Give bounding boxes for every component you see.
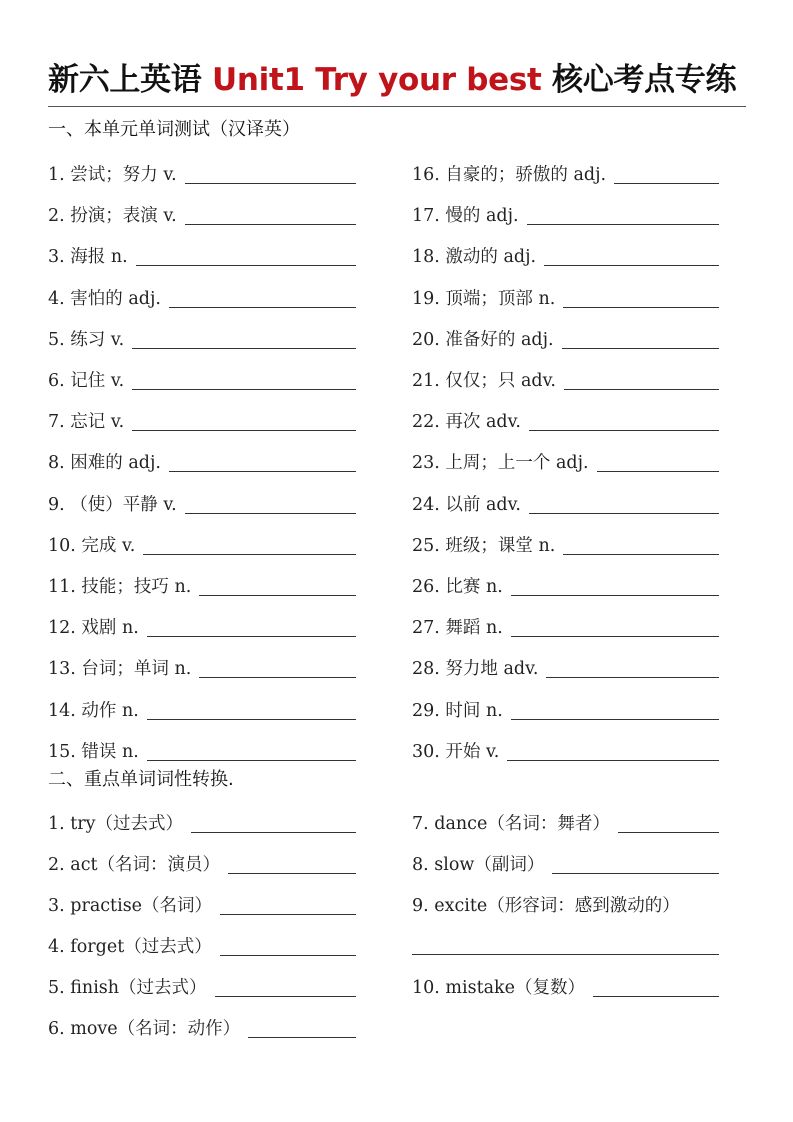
question-text: 25. 班级；课堂 n. (412, 536, 556, 556)
conversion-item (48, 932, 356, 958)
question-text: 4. 害怕的 adj. (48, 289, 161, 309)
vocab-item (48, 284, 356, 310)
vocab-item (48, 696, 356, 722)
vocab-item (412, 613, 719, 639)
answer-blank[interactable] (614, 165, 719, 184)
conversion-item (48, 891, 356, 917)
vocab-item (412, 490, 719, 516)
question-text: 5. finish（过去式） (48, 978, 207, 998)
vocab-item (412, 407, 719, 433)
answer-blank[interactable] (529, 412, 719, 431)
answer-blank[interactable] (147, 618, 356, 637)
title-unit: Unit1 Try your best (212, 62, 542, 98)
question-text: 6. 记住 v. (48, 371, 125, 391)
vocab-item (412, 737, 719, 763)
answer-blank[interactable] (529, 495, 719, 514)
question-text: 1. try（过去式） (48, 814, 184, 834)
question-text: 30. 开始 v. (412, 742, 500, 762)
vocab-item (48, 242, 356, 268)
answer-blank[interactable] (220, 896, 356, 915)
question-text: 21. 仅仅；只 adv. (412, 371, 556, 391)
answer-blank[interactable] (511, 618, 719, 637)
question-text: 11. 技能；技巧 n. (48, 577, 192, 597)
question-text: 8. 困难的 adj. (48, 453, 161, 473)
question-text: 12. 戏剧 n. (48, 618, 139, 638)
answer-blank[interactable] (169, 453, 356, 472)
answer-blank[interactable] (228, 855, 356, 874)
conversion-item (412, 973, 719, 999)
answer-blank[interactable] (215, 978, 356, 997)
answer-blank[interactable] (132, 412, 356, 431)
conversion-item (412, 891, 719, 917)
question-text: 5. 练习 v. (48, 330, 125, 350)
answer-blank[interactable] (185, 206, 356, 225)
question-text: 14. 动作 n. (48, 701, 139, 721)
question-text: 7. dance（名词：舞者） (412, 814, 610, 834)
answer-blank[interactable] (132, 330, 356, 349)
answer-blank[interactable] (563, 536, 719, 555)
vocab-item (48, 366, 356, 392)
question-text: 2. act（名词：演员） (48, 855, 221, 875)
answer-blank[interactable] (143, 536, 356, 555)
question-text: 22. 再次 adv. (412, 412, 521, 432)
question-text: 29. 时间 n. (412, 701, 503, 721)
vocab-item (412, 572, 719, 598)
conversion-item (412, 809, 719, 835)
conversion-item (48, 809, 356, 835)
answer-blank[interactable] (511, 701, 719, 720)
title-divider (48, 106, 746, 107)
title-suffix: 核心考点专练 (552, 62, 737, 98)
answer-blank[interactable] (511, 577, 719, 596)
answer-blank[interactable] (191, 814, 356, 833)
question-text: 18. 激动的 adj. (412, 247, 537, 267)
vocab-item (48, 531, 356, 557)
answer-blank[interactable] (507, 742, 719, 761)
conversion-item (48, 973, 356, 999)
vocab-item (412, 325, 719, 351)
conversion-item (48, 1014, 356, 1040)
vocab-item (48, 448, 356, 474)
vocab-item (48, 201, 356, 227)
vocab-item (48, 407, 356, 433)
answer-blank[interactable] (132, 371, 356, 390)
question-text: 13. 台词；单词 n. (48, 659, 192, 679)
page-title (48, 58, 736, 102)
question-text: 16. 自豪的；骄傲的 adj. (412, 165, 607, 185)
answer-blank[interactable] (199, 577, 356, 596)
vocab-item (48, 654, 356, 680)
vocab-item (412, 201, 719, 227)
answer-blank[interactable] (169, 289, 356, 308)
answer-blank[interactable] (597, 453, 719, 472)
vocab-item (412, 160, 719, 186)
question-text: 10. 完成 v. (48, 536, 136, 556)
question-text: 17. 慢的 adj. (412, 206, 519, 226)
vocab-item (48, 737, 356, 763)
answer-blank[interactable] (527, 206, 719, 225)
conversion-item (412, 850, 719, 876)
answer-blank[interactable] (220, 937, 356, 956)
question-text: 9. excite（形容词：感到激动的） (412, 896, 680, 916)
vocab-item (412, 366, 719, 392)
question-text: 4. forget（过去式） (48, 937, 212, 957)
vocab-item (412, 531, 719, 557)
question-text: 3. 海报 n. (48, 247, 128, 267)
vocab-item (412, 242, 719, 268)
question-text: 26. 比赛 n. (412, 577, 503, 597)
section1-heading: 一、本单元单词测试（汉译英） (48, 119, 300, 140)
vocab-item (412, 654, 719, 680)
answer-blank[interactable] (562, 330, 719, 349)
answer-blank[interactable] (563, 289, 719, 308)
vocab-item (48, 572, 356, 598)
question-text: 24. 以前 adv. (412, 495, 521, 515)
answer-blank[interactable] (552, 855, 719, 874)
answer-blank[interactable] (136, 247, 356, 266)
vocab-item (412, 448, 719, 474)
vocab-item (48, 490, 356, 516)
question-text: 23. 上周；上一个 adj. (412, 453, 589, 473)
question-text: 7. 忘记 v. (48, 412, 125, 432)
question-text: 2. 扮演；表演 v. (48, 206, 177, 226)
question-text: 20. 准备好的 adj. (412, 330, 554, 350)
vocab-item (412, 284, 719, 310)
question-text: 15. 错误 n. (48, 742, 139, 762)
answer-blank[interactable] (147, 742, 356, 761)
vocab-item (48, 160, 356, 186)
conversion-item (48, 850, 356, 876)
question-text: 3. practise（名词） (48, 896, 213, 916)
question-text: 19. 顶端；顶部 n. (412, 289, 556, 309)
answer-blank[interactable] (564, 371, 719, 390)
answer-blank[interactable] (248, 1019, 356, 1038)
answer-blank[interactable] (618, 814, 719, 833)
answer-blank[interactable] (544, 247, 719, 266)
question-text: 8. slow（副词） (412, 855, 545, 875)
vocab-item (412, 696, 719, 722)
vocab-item (48, 325, 356, 351)
question-text: 27. 舞蹈 n. (412, 618, 503, 638)
answer-blank[interactable] (546, 659, 719, 678)
question-text: 6. move（名词：动作） (48, 1019, 241, 1039)
question-text: 28. 努力地 adv. (412, 659, 539, 679)
answer-blank[interactable] (185, 165, 356, 184)
question-text: 9. （使）平静 v. (48, 495, 177, 515)
title-prefix: 新六上英语 (48, 62, 202, 98)
vocab-item (48, 613, 356, 639)
answer-blank[interactable] (185, 495, 356, 514)
answer-blank[interactable] (199, 659, 356, 678)
question-text: 10. mistake（复数） (412, 978, 585, 998)
question-text: 1. 尝试；努力 v. (48, 165, 177, 185)
answer-blank[interactable] (147, 701, 356, 720)
answer-blank[interactable] (593, 978, 719, 997)
section2-heading: 二、重点单词词性转换. (48, 769, 234, 790)
answer-blank[interactable] (412, 954, 719, 955)
